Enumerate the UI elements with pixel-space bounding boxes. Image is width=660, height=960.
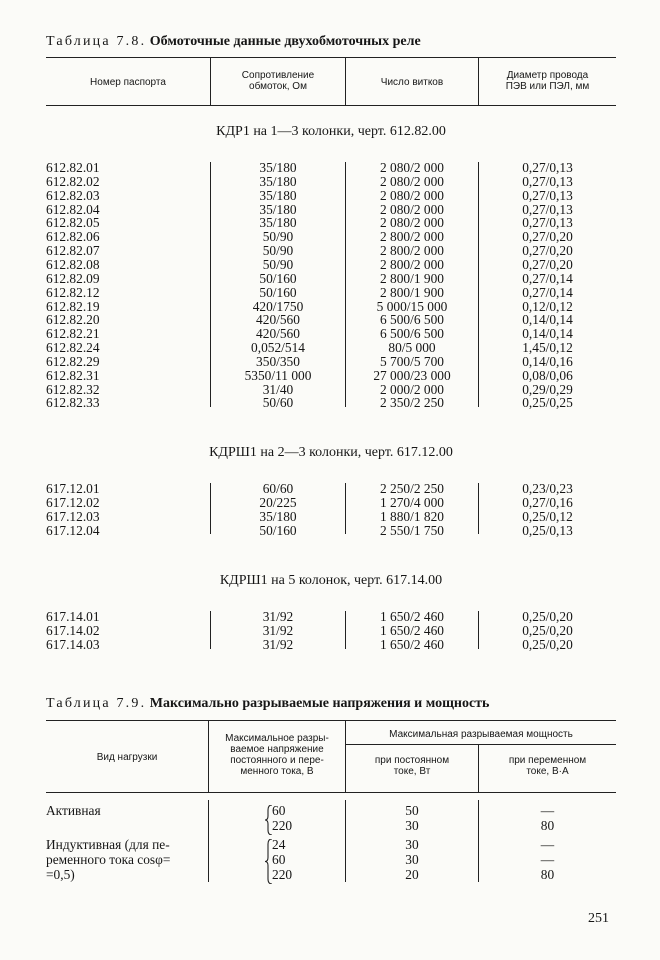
table-cell: 0,27/0,20 (522, 243, 573, 259)
table-cell: 0,27/0,13 (522, 187, 573, 203)
table-cell: 1 880/1 820 (380, 508, 444, 524)
table-cell: 50/160 (259, 284, 297, 300)
table-cell: 2 080/2 000 (380, 173, 444, 189)
table-cell: 2 800/1 900 (380, 270, 444, 286)
table-cell: 31/40 (262, 381, 294, 397)
table-cell: 6 500/6 500 (380, 312, 444, 328)
table-cell: 5350/11 000 (244, 367, 312, 383)
table-cell: 612.82.03 (46, 187, 100, 203)
power-ac-value: — (540, 837, 555, 852)
table-cell: 20/225 (259, 494, 297, 510)
table-cell: 6 500/6 500 (380, 326, 444, 342)
table-cell: 612.82.06 (46, 229, 100, 245)
table-cell: 2 350/2 250 (380, 395, 444, 411)
table-cell: 612.82.32 (46, 381, 100, 397)
section-title: КДР1 на 1—3 колонки, черт. 612.82.00 (216, 124, 446, 139)
voltage-value: 24 (272, 837, 286, 852)
table-cell: 612.82.01 (46, 160, 100, 175)
table-cell: 31/92 (262, 609, 294, 624)
column-divider (345, 800, 346, 882)
table-cell: 617.14.01 (46, 609, 100, 624)
table-cell: 612.82.07 (46, 243, 100, 259)
header-max-power: Максимальная разрываемая мощность (389, 729, 573, 740)
voltage-value: 220 (272, 818, 293, 833)
table-cell: 617.14.03 (46, 636, 100, 652)
column-divider (345, 483, 346, 534)
header-passport: Номер паспорта (90, 77, 166, 88)
power-dc-value: 30 (405, 818, 419, 833)
column-divider (478, 162, 479, 407)
table-cell: 60/60 (262, 481, 294, 496)
table-cell: 0,08/0,06 (522, 367, 573, 383)
table-cell: 2 250/2 250 (380, 481, 444, 496)
power-dc-value: 30 (405, 852, 419, 867)
header-resistance: Сопротивление обмоток, Ом (241, 70, 315, 92)
column-divider (478, 483, 479, 534)
table-cell: 612.82.31 (46, 367, 100, 383)
table-cell: 1 270/4 000 (380, 494, 444, 510)
power-ac-value: — (540, 803, 555, 818)
voltage-value: 60 (272, 803, 286, 818)
table-cell: 2 080/2 000 (380, 201, 444, 217)
table-cell: 617.12.03 (46, 508, 100, 524)
table-cell: 1 650/2 460 (380, 609, 444, 624)
load-type-text: Индуктивная (для пе- (46, 837, 170, 852)
power-ac-value: — (540, 852, 555, 867)
header-subgroup-rule (345, 744, 616, 745)
table-cell: 0,27/0,13 (522, 215, 573, 231)
column-divider (208, 800, 209, 882)
table-cell: 420/1750 (252, 298, 304, 314)
table-cell: 0,25/0,13 (522, 522, 573, 538)
table-cell: 0,27/0,16 (522, 494, 573, 510)
table-cell: 617.12.04 (46, 522, 100, 538)
table-cell: 350/350 (256, 353, 300, 369)
header-turns: Число витков (380, 77, 444, 88)
table-cell: 0,25/0,20 (522, 622, 573, 638)
header-power-ac: при переменном токе, В·А (508, 755, 587, 777)
table-cell: 612.82.12 (46, 284, 100, 300)
table-7-8-caption (46, 34, 421, 50)
table-cell: 0,14/0,14 (522, 312, 573, 328)
header-power-dc: при постоянном токе, Вт (374, 755, 450, 777)
header-max-voltage: Максимальное разры- ваемое напряжение постоянного и пере- менного тока, В (225, 733, 329, 777)
power-dc-value: 50 (405, 803, 419, 818)
table-cell: 420/560 (256, 312, 300, 328)
table-cell: 50/90 (262, 256, 294, 272)
power-dc-value: 20 (405, 867, 419, 882)
table-cell: 35/180 (259, 215, 297, 231)
table-title: Максимально разрываемые напряжения и мощность (149, 696, 490, 711)
table-cell: 1 650/2 460 (380, 622, 444, 638)
table-cell: 0,25/0,25 (522, 395, 573, 411)
header-load-type: Вид нагрузки (96, 752, 158, 763)
table-cell: 0,12/0,12 (522, 298, 573, 314)
column-divider (478, 611, 479, 649)
table-cell: 35/180 (259, 187, 297, 203)
table-cell: 35/180 (259, 160, 297, 175)
column-divider (210, 611, 211, 649)
table-cell: 5 700/5 700 (380, 353, 444, 369)
table-cell: 35/180 (259, 201, 297, 217)
table-cell: 0,25/0,12 (522, 508, 573, 524)
table-cell: 2 800/1 900 (380, 284, 444, 300)
column-divider (345, 162, 346, 407)
table-cell: 1 650/2 460 (380, 636, 444, 652)
column-divider (210, 162, 211, 407)
table-cell: 35/180 (259, 173, 297, 189)
table-cell: 27 000/23 000 (373, 367, 451, 383)
voltage-value: 220 (272, 867, 293, 882)
table-label: Таблица 7.9. (46, 696, 147, 711)
table-cell: 50/60 (262, 395, 294, 411)
column-divider (345, 611, 346, 649)
table-top-rule (46, 720, 616, 721)
table-cell: 2 550/1 750 (380, 522, 444, 538)
load-type-text: =0,5) (46, 867, 75, 882)
table-cell: 612.82.02 (46, 173, 100, 189)
table-cell: 50/90 (262, 229, 294, 245)
section-title: КДРШ1 на 2—3 колонки, черт. 617.12.00 (209, 445, 453, 460)
table-cell: 2 080/2 000 (380, 160, 444, 175)
table-cell: 612.82.24 (46, 340, 100, 356)
table-header-rule (46, 792, 616, 793)
table-cell: 612.82.20 (46, 312, 100, 328)
table-cell: 612.82.33 (46, 395, 100, 411)
table-cell: 0,27/0,20 (522, 229, 573, 245)
table-cell: 0,27/0,14 (522, 284, 573, 300)
table-cell: 2 080/2 000 (380, 187, 444, 203)
table-cell: 0,23/0,23 (522, 481, 573, 496)
load-type-text: ременного тока cosφ= (46, 852, 171, 867)
table-cell: 2 080/2 000 (380, 215, 444, 231)
table-cell: 2 800/2 000 (380, 256, 444, 272)
section-title: КДРШ1 на 5 колонок, черт. 617.14.00 (219, 573, 443, 588)
table-7-9-caption (46, 696, 489, 712)
table-cell: 612.82.04 (46, 201, 100, 217)
header-diameter: Диаметр провода ПЭВ или ПЭЛ, мм (505, 70, 590, 92)
table-cell: 2 000/2 000 (380, 381, 444, 397)
table-cell: 31/92 (262, 636, 294, 652)
table-cell: 2 800/2 000 (380, 243, 444, 259)
table-cell: 612.82.21 (46, 326, 100, 342)
column-divider (210, 483, 211, 534)
table-cell: 0,27/0,13 (522, 160, 573, 175)
table-cell: 0,27/0,13 (522, 201, 573, 217)
table-header-rule (46, 105, 616, 106)
voltage-value: 60 (272, 852, 286, 867)
power-dc-value: 30 (405, 837, 419, 852)
table-cell: 0,29/0,29 (522, 381, 573, 397)
table-cell: 0,27/0,13 (522, 173, 573, 189)
load-type-text: Активная (46, 803, 101, 818)
table-cell: 612.82.09 (46, 270, 100, 286)
table-cell: 0,25/0,20 (522, 636, 573, 652)
table-cell: 617.12.01 (46, 481, 100, 496)
table-cell: 80/5 000 (388, 340, 436, 356)
table-cell: 0,27/0,20 (522, 256, 573, 272)
table-top-rule (46, 57, 616, 58)
table-cell: 2 800/2 000 (380, 229, 444, 245)
table-cell: 1,45/0,12 (522, 340, 573, 356)
table-cell: 617.14.02 (46, 622, 100, 638)
table-cell: 612.82.19 (46, 298, 100, 314)
table-title: Обмоточные данные двухобмоточных реле (149, 34, 421, 49)
table-cell: 5 000/15 000 (376, 298, 448, 314)
table-cell: 612.82.05 (46, 215, 100, 231)
table-cell: 31/92 (262, 622, 294, 638)
power-ac-value: 80 (540, 818, 555, 833)
table-cell: 50/90 (262, 243, 294, 259)
table-cell: 0,052/514 (251, 340, 305, 356)
table-cell: 35/180 (259, 508, 297, 524)
page-number: 251 (588, 911, 609, 926)
table-cell: 617.12.02 (46, 494, 100, 510)
table-label: Таблица 7.8. (46, 34, 147, 49)
table-cell: 0,25/0,20 (522, 609, 573, 624)
table-cell: 50/160 (259, 522, 297, 538)
table-cell: 612.82.29 (46, 353, 100, 369)
table-cell: 0,27/0,14 (522, 270, 573, 286)
table-cell: 612.82.08 (46, 256, 100, 272)
power-ac-value: 80 (540, 867, 555, 882)
table-cell: 420/560 (256, 326, 300, 342)
column-divider (478, 800, 479, 882)
table-cell: 0,14/0,16 (522, 353, 573, 369)
table-cell: 0,14/0,14 (522, 326, 573, 342)
table-cell: 50/160 (259, 270, 297, 286)
